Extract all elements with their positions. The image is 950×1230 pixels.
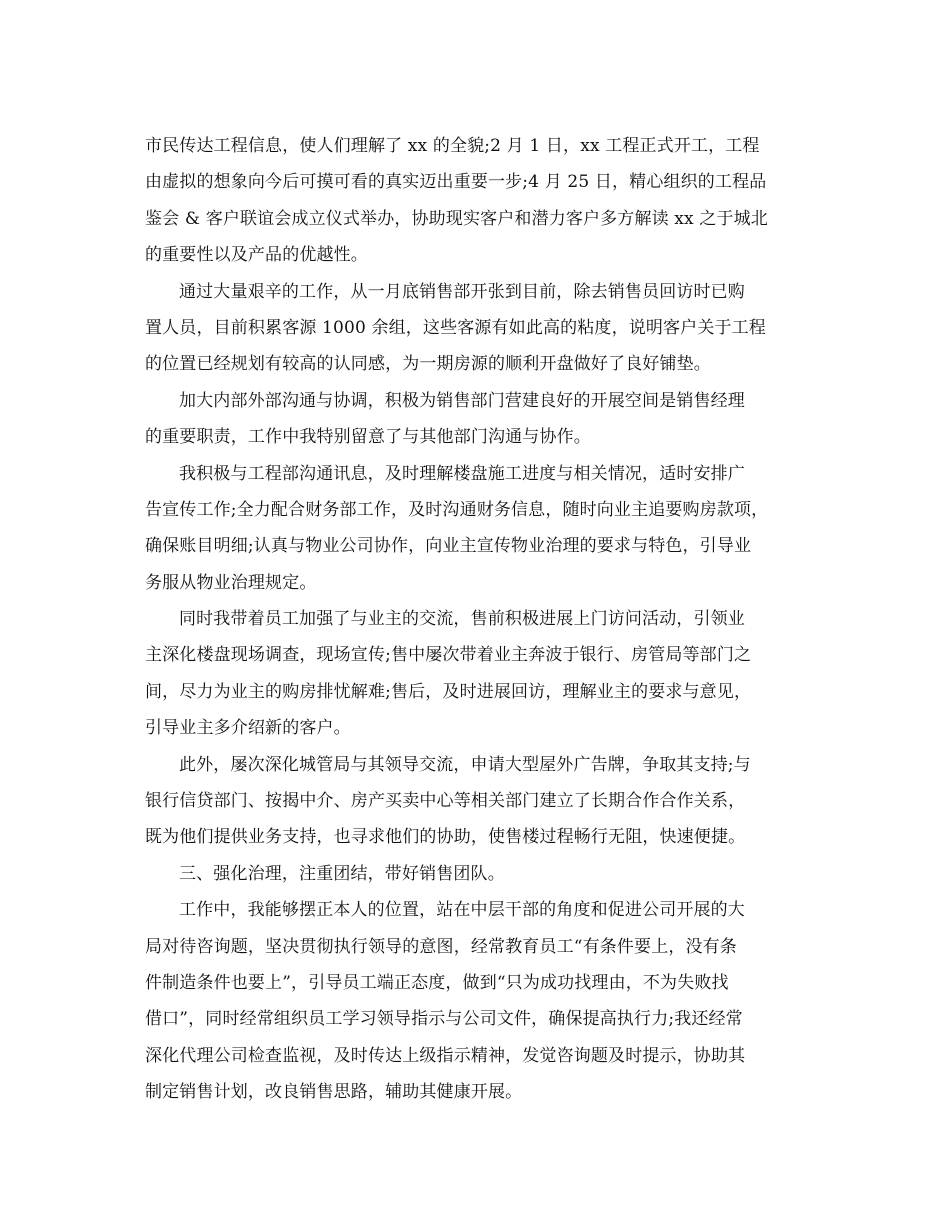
paragraph-first-line: 工作中，我能够摆正本人的位置，站在中层干部的角度和促进公司开展的大 — [179, 900, 745, 921]
text-line: 的重要职责，工作中我特别留意了与其他部门沟通与协作。 — [145, 427, 591, 448]
section-heading: 三、强化治理，注重团结，带好销售团队。 — [179, 863, 505, 884]
text-line: 局对待咨询题，坚决贯彻执行领导的意图，经常教育员工“有条件要上，没有条 — [145, 936, 737, 957]
text-line: 由虚拟的想象向今后可摸可看的真实迈出重要一步;4 月 25 日，精心组织的工程品 — [145, 172, 767, 193]
text-line: 制定销售计划，改良销售思路，辅助其健康开展。 — [145, 1082, 523, 1103]
paragraph-first-line: 我积极与工程部沟通讯息，及时理解楼盘施工进度与相关情况，适时安排广 — [179, 463, 745, 484]
paragraph-first-line: 同时我带着员工加强了与业主的交流，售前积极进展上门访问活动，引领业 — [179, 609, 745, 630]
text-line: 鉴会 & 客户联谊会成立仪式举办，协助现实客户和潜力客户多方解读 xx 之于城北 — [145, 208, 768, 229]
paragraph-first-line: 加大内部外部沟通与协调，积极为销售部门营建良好的开展空间是销售经理 — [179, 390, 745, 411]
text-line: 件制造条件也要上”，引导员工端正态度，做到“只为成功找理由，不为失败找 — [145, 972, 729, 993]
text-line: 既为他们提供业务支持，也寻求他们的协助，使售楼过程畅行无阻，快速便捷。 — [145, 827, 746, 848]
text-line: 市民传达工程信息，使人们理解了 xx 的全貌;2 月 1 日，xx 工程正式开工，工程 — [145, 136, 760, 156]
text-line: 确保账目明细;认真与物业公司协作，向业主宣传物业治理的要求与特色，引导业 — [145, 536, 752, 557]
text-line: 引导业主多介绍新的客户。 — [145, 718, 351, 739]
text-line: 借口”，同时经常组织员工学习领导指示与公司文件，确保提高执行力;我还经常 — [145, 1009, 743, 1030]
text-line: 主深化楼盘现场调查，现场宣传;售中屡次带着业主奔波于银行、房管局等部门之 — [145, 645, 752, 666]
text-line: 间，尽力为业主的购房排忧解难;售后，及时进展回访，理解业主的要求与意见， — [145, 681, 752, 702]
text-line: 银行信贷部门、按揭中介、房产买卖中心等相关部门建立了长期合作合作关系， — [145, 791, 746, 812]
text-line: 的重要性以及产品的优越性。 — [145, 245, 368, 266]
text-line: 深化代理公司检查监视，及时传达上级指示精神，发觉咨询题及时提示，协助其 — [145, 1045, 746, 1066]
paragraph-first-line: 此外，屡次深化城管局与其领导交流，申请大型屋外广告牌，争取其支持;与 — [179, 754, 751, 775]
text-line: 告宣传工作;全力配合财务部工作，及时沟通财务信息，随时向业主追要购房款项， — [145, 499, 769, 520]
text-line: 务服从物业治理规定。 — [145, 572, 317, 593]
text-line: 置人员，目前积累客源 1000 余组，这些客源有如此高的粘度，说明客户关于工程 — [145, 317, 766, 338]
text-line: 的位置已经规划有较高的认同感，为一期房源的顺利开盘做好了良好铺垫。 — [145, 354, 711, 375]
document-body — [145, 128, 835, 1111]
paragraph-first-line: 通过大量艰辛的工作，从一月底销售部开张到目前，除去销售员回访时已购 — [179, 281, 745, 302]
